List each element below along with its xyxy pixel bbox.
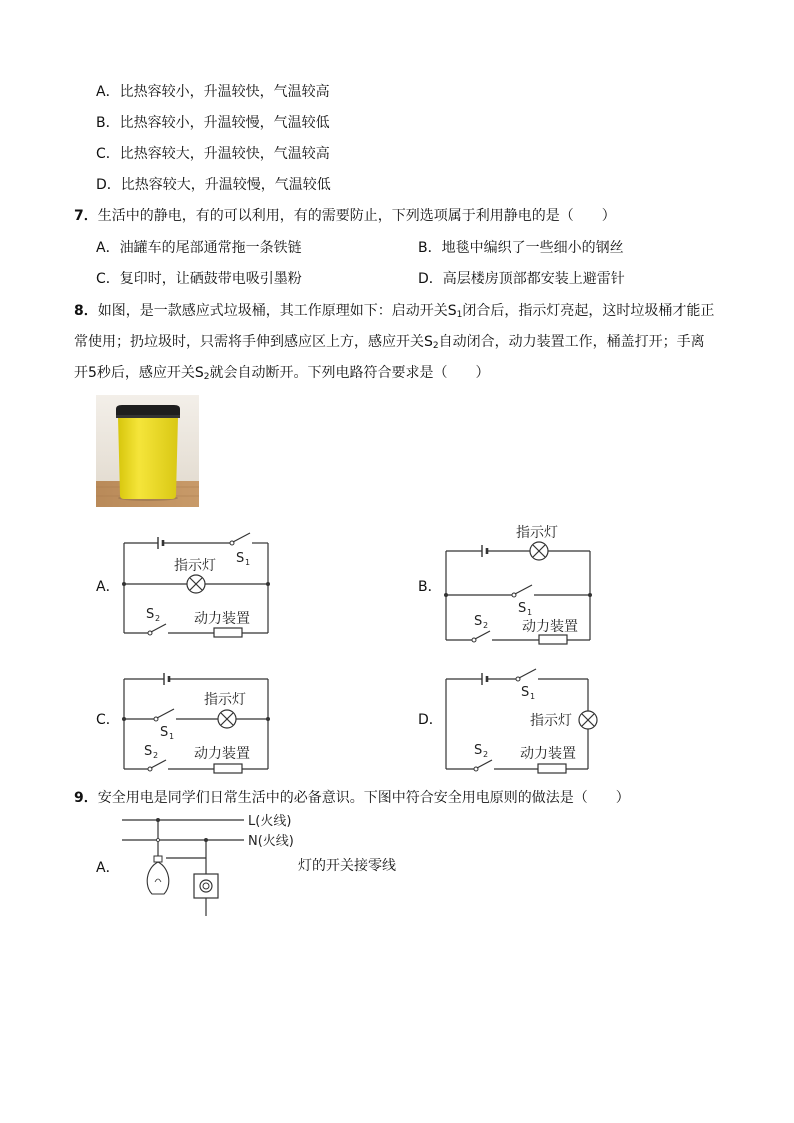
svg-text:2: 2 — [155, 614, 161, 623]
q6-option-b: B．比热容较小，升温较慢，气温较低 — [96, 115, 330, 131]
q9-option-a-label: A． — [96, 860, 120, 876]
circuit-diagram-a — [118, 525, 278, 640]
switch-s1-label: S — [236, 551, 245, 566]
wiring-diagram-a — [118, 812, 318, 922]
trash-can-photo — [96, 395, 199, 507]
svg-text:指示灯: 指示灯 — [516, 525, 558, 541]
q7-option-b: B．地毯中编织了一些细小的钢丝 — [418, 240, 624, 256]
svg-text:指示灯: 指示灯 — [204, 692, 246, 708]
svg-text:1: 1 — [169, 732, 175, 741]
q6-option-d: D．比热容较大，升温较慢，气温较低 — [96, 177, 331, 193]
q7-option-a: A．油罐车的尾部通常拖一条铁链 — [96, 240, 302, 256]
svg-text:动力装置: 动力装置 — [522, 619, 578, 635]
svg-text:1: 1 — [530, 692, 536, 701]
q9-stem: 9．安全用电是同学们日常生活中的必备意识。下图中符合安全用电原则的做法是（ ） — [74, 790, 630, 806]
bulb-cap — [154, 856, 162, 862]
svg-text:动力装置: 动力装置 — [520, 746, 576, 762]
svg-text:2: 2 — [483, 750, 489, 759]
lamp-label: 指示灯 — [174, 558, 216, 574]
q8-stem-line3: 开5秒后，感应开关$S_2$就会自动断开。下列电路符合要求是（ ） — [74, 365, 490, 382]
q6-option-c: C．比热容较大，升温较快，气温较高 — [96, 146, 330, 162]
svg-text:2: 2 — [153, 751, 159, 760]
live-wire-label: L(火线) — [248, 814, 292, 829]
q9-option-a-caption: 灯的开关接零线 — [298, 858, 396, 874]
svg-text:S: S — [474, 743, 483, 758]
motor-icon — [214, 628, 242, 637]
svg-text:指示灯: 指示灯 — [530, 713, 572, 729]
svg-text:S: S — [474, 614, 483, 629]
circuit-diagram-d — [442, 665, 612, 780]
q7-option-d: D．高层楼房顶部都安装上避雷针 — [418, 271, 625, 287]
light-bulb-icon — [147, 862, 169, 894]
circuit-diagram-c — [118, 665, 278, 780]
q8-option-d-label: D． — [418, 712, 443, 728]
q6-option-a: A．比热容较小，升温较快，气温较高 — [96, 84, 330, 100]
svg-text:S: S — [160, 725, 169, 740]
circuit-diagram-b — [442, 520, 602, 645]
q8-option-a-label: A． — [96, 579, 120, 595]
svg-text:S: S — [146, 607, 155, 622]
motor-label: 动力装置 — [194, 611, 250, 627]
svg-text:1: 1 — [527, 608, 533, 617]
q7-stem: 7．生活中的静电，有的可以利用，有的需要防止，下列选项属于利用静电的是（ ） — [74, 208, 616, 224]
svg-text:S: S — [518, 601, 527, 616]
neutral-wire-label: N(火线) — [248, 834, 294, 849]
q7-option-c: C．复印时，让硒鼓带电吸引墨粉 — [96, 271, 302, 287]
svg-text:2: 2 — [483, 621, 489, 630]
q8-stem-line2: 常使用；扔垃圾时，只需将手伸到感应区上方，感应开关$S_2$自动闭合，动力装置工作，桶盖打开；手离 — [74, 334, 705, 351]
svg-text:1: 1 — [245, 558, 251, 567]
q8-stem-line1: 8．如图，是一款感应式垃圾桶，其工作原理如下：启动开关$S_1$闭合后，指示灯亮起，这时垃圾桶才能正 — [74, 303, 715, 320]
svg-text:S: S — [521, 685, 530, 700]
q8-option-b-label: B． — [418, 579, 442, 595]
svg-text:动力装置: 动力装置 — [194, 746, 250, 762]
q8-option-c-label: C． — [96, 712, 120, 728]
svg-text:S: S — [144, 744, 153, 759]
